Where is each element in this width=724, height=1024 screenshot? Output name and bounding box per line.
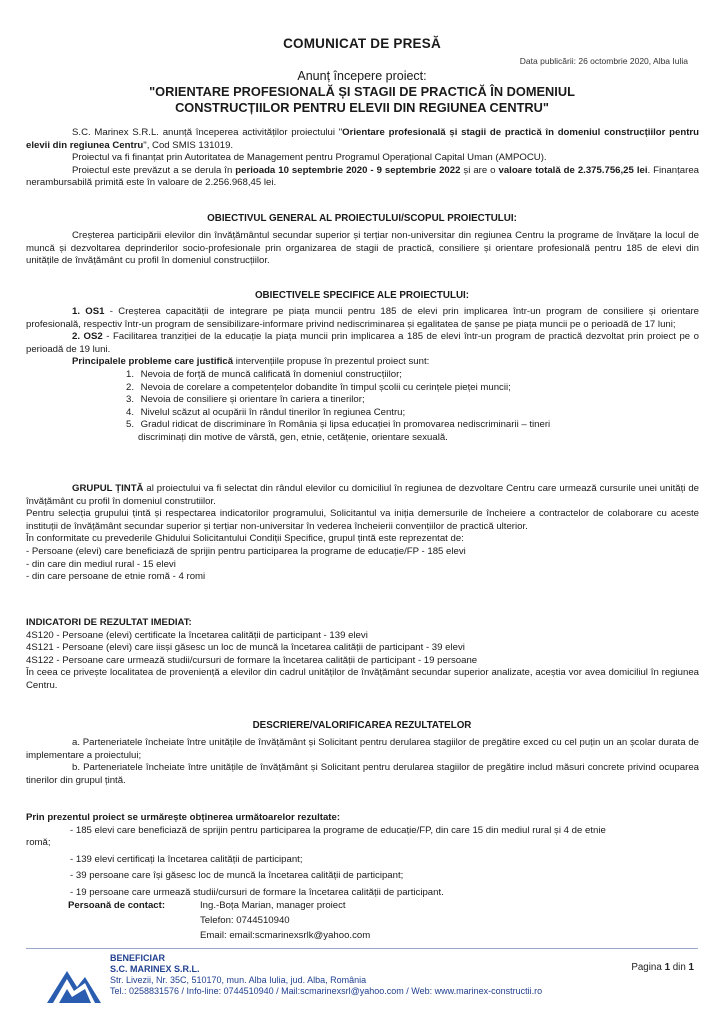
results-description-b: b. Parteneriatele încheiate între unitățile de învățământ și Solicitant pentru derularea stagiilor de pregătire includ măsuri concrete privind ocuparea tinerilor din grupul țintă. xyxy=(26,762,699,786)
os2-label: 2. OS2 xyxy=(72,331,103,343)
document-title: COMUNICAT DE PRESĂ xyxy=(283,36,441,51)
logo-graphic xyxy=(45,957,103,1005)
page-mid: din xyxy=(670,962,689,973)
publication-date: Data publicării: 26 octombrie 2020, Alba Iulia xyxy=(519,56,688,66)
os1-text: - Creșterea capacității de integrare pe piața muncii pentru 185 de elevi prin implicarea într-un program de consiliere și orientare profesională, respectiv într-un program de sensibilizare-informare privind nediscriminarea și egalitatea de șanse pe piața muncii pe o perioadă de 17 luni; xyxy=(26,306,699,330)
page-total: 1 xyxy=(688,962,694,973)
intro-text: S.C. Marinex S.R.L. anunță începerea activităților proiectului " xyxy=(72,127,343,138)
target-group-intro xyxy=(26,483,699,508)
list-text: Nevoia de corelare a competențelor dobandite în timpul școlii cu cerințele pieței muncii; xyxy=(140,381,511,393)
contact-label: Persoană de contact: xyxy=(68,900,166,911)
results-heading-text: Prin prezentul proiect se urmărește obținerea următoarelor rezultate: xyxy=(26,812,341,823)
contact-name: Ing.-Boța Marian, manager proiect xyxy=(200,900,346,911)
results-heading xyxy=(26,812,699,825)
target-group-label: GRUPUL ȚINTĂ xyxy=(72,483,144,494)
footer-address: Str. Livezii, Nr. 35C, 510170, mun. Alba Iulia, jud. Alba, România xyxy=(110,975,367,985)
indicator-item: 4S121 - Persoane (elevi) care iisși găsesc un loc de muncă la încetarea calității de participant - 39 elevi xyxy=(26,642,465,654)
list-item xyxy=(26,369,699,382)
general-objective-heading: OBIECTIVUL GENERAL AL PROIECTULUI/SCOPUL PROIECTULUI: xyxy=(207,213,517,224)
problems-list xyxy=(26,369,699,432)
footer-divider xyxy=(26,948,698,949)
general-objective-section xyxy=(26,230,699,268)
list-number: 1. xyxy=(126,368,135,380)
list-text: Nivelul scăzut al ocupării în rândul tinerilor în regiunea Centru; xyxy=(140,406,406,418)
target-group-item: - din care persoane de etnie romă - 4 romi xyxy=(26,571,206,583)
indicators-heading xyxy=(26,617,699,630)
page-current: 1 xyxy=(664,962,671,973)
list-item xyxy=(26,382,699,395)
indicators-note: În ceea ce privește localitatea de proveniență a elevilor din cadrul unităților de învățământ secundar superior analizate, aceștia vor avea domiciliul în regiunea Centru. xyxy=(26,667,699,691)
list-text: Nevoia de forță de muncă calificată în domeniul construcțiilor; xyxy=(140,368,402,380)
project-name-bold: Orientare profesională și stagii de practică în domeniul construcțiilor pentru elevii din regiunea Centru xyxy=(26,127,699,151)
target-group-item: - din care din mediul rural - 15 elevi xyxy=(26,558,176,570)
result-item: - 139 elevi certificați la încetarea calității de participant; xyxy=(70,853,303,865)
intro-smis: ", Cod SMIS 131019. xyxy=(143,139,234,151)
list-item xyxy=(26,419,699,432)
project-title-line-2: CONSTRUCȚIILOR PENTRU ELEVII DIN REGIUNEA CENTRU" xyxy=(175,100,549,115)
footer-beneficiar: BENEFICIAR xyxy=(110,953,166,963)
problems-intro-bold: Principalele probleme care justifică xyxy=(72,356,234,368)
list-text: Nevoia de consiliere și orientare în cariera a tinerilor; xyxy=(140,394,365,406)
problems-intro xyxy=(26,356,699,369)
contact-block xyxy=(68,898,370,943)
indicators-heading-text: INDICATORI DE REZULTAT IMEDIAT: xyxy=(26,617,192,628)
intro-connector: și are o xyxy=(460,164,499,176)
target-group-item: - Persoane (elevi) care beneficiază de sprijin pentru participarea la programe de educație/FP - 185 elevi xyxy=(26,545,466,557)
result-item: - 19 persoane care urmează studii/cursuri de formare la încetarea calității de participant. xyxy=(70,886,444,898)
page-prefix: Pagina xyxy=(631,962,665,973)
general-objective-text: Creșterea participării elevilor din învățământul secundar superior și terțiar non-universitar din regiunea Centru la programe de învățare la locul de muncă și dezvoltarea deprinderilor socio-profesionale prin organizarea de stagii de practică, consiliere și orientare profesională pentru 185 de elevi din unitățile de învățământ cu profil în domeniul construcțiilor. xyxy=(26,230,699,267)
footer-company-info xyxy=(110,953,542,997)
indicator-item: 4S120 - Persoane (elevi) certificate la încetarea calității de participant - 139 elevi xyxy=(26,629,368,641)
specific-objectives-section xyxy=(26,306,699,445)
list-item xyxy=(26,394,699,407)
objective-os2 xyxy=(26,331,699,356)
intro-paragraph-2: Proiectul va fi finanțat prin Autoritatea de Management pentru Programul Operațional Capital Uman (AMPOCU). xyxy=(72,152,547,164)
contact-email: Email: email:scmarinexsrlk@yahoo.com xyxy=(200,930,371,941)
intro-period-text: Proiectul este prevăzut a se derula în xyxy=(72,164,236,176)
problem-5-continuation: discriminați din motive de vârstă, gen, etnie, cetățenie, orientare sexuală. xyxy=(138,431,448,443)
results-section xyxy=(26,812,699,900)
list-number: 5. xyxy=(126,419,135,431)
results-description-heading: DESCRIERE/VALORIFICAREA REZULTATELOR xyxy=(252,720,472,731)
results-description-a: a. Parteneriatele încheiate între unitățile de învățământ și Solicitant pentru derularea stagiilor de pregătire exced cu cel puțin un an școlar durata de implementare a proiectului; xyxy=(26,737,699,761)
contact-phone: Telefon: 0744510940 xyxy=(200,915,290,926)
result-item-continuation: romă; xyxy=(26,837,51,849)
page-indicator xyxy=(631,962,694,973)
target-group-section xyxy=(26,483,699,584)
target-group-guide: În conformitate cu prevederile Ghidului Solicitantului Condiții Specifice, grupul țintă este reprezentat de: xyxy=(26,533,464,545)
list-number: 4. xyxy=(126,406,135,418)
announcement-line: Anunț începere proiect: xyxy=(297,69,427,83)
objective-os1 xyxy=(26,306,699,331)
total-value: valoare totală de 2.375.756,25 lei xyxy=(498,164,648,176)
os2-text: - Facilitarea tranziției de la educație la piața muncii prin implicarea a 185 de elevi într-un program de practică dezvoltat prin proiect pe o perioadă de 19 luni. xyxy=(26,331,699,355)
result-item: - 185 elevi care beneficiază de sprijin pentru participarea la programe de educație/FP, din care 15 din mediul rural și 4 de etnie xyxy=(70,824,606,836)
project-title-line-1: "ORIENTARE PROFESIONALĂ ȘI STAGII DE PRACTICĂ ÎN DOMENIUL xyxy=(149,84,575,99)
specific-objectives-heading: OBIECTIVELE SPECIFICE ALE PROIECTULUI: xyxy=(254,290,470,301)
intro-paragraph-3 xyxy=(26,165,699,190)
project-title xyxy=(60,84,664,116)
result-item: - 39 persoane care își găsesc loc de muncă la încetarea calității de participant; xyxy=(70,870,404,882)
target-group-text: al proiectului va fi selectat din rândul elevilor cu domiciliul în regiunea de dezvoltare Centru care urmează cursurile unei unități de învățământ cu profil în domeniul construtiilor. xyxy=(26,483,699,507)
list-text: Gradul ridicat de discriminare în România și lipsa educației în promovarea nediscriminarii – tineri xyxy=(140,419,551,431)
os1-label: 1. OS1 xyxy=(72,306,105,317)
marinex-mountain-logo-icon xyxy=(45,957,103,1005)
results-description-section xyxy=(26,737,699,787)
footer-contact: Tel.: 0258831576 / Info-line: 0744510940 / Mail:scmarinexsrl@yahoo.com / Web: www.marinex-constructii.ro xyxy=(110,986,543,996)
indicators-section xyxy=(26,617,699,693)
list-item xyxy=(26,407,699,420)
intro-section xyxy=(26,127,699,190)
project-period: perioada 10 septembrie 2020 - 9 septembrie 2022 xyxy=(235,164,461,176)
intro-paragraph-1 xyxy=(26,127,699,152)
list-number: 2. xyxy=(126,381,135,393)
indicator-item: 4S122 - Persoane care urmează studii/cursuri de formare la încetarea calității de participant - 19 persoane xyxy=(26,654,478,666)
problems-intro-rest: intervențiile propuse în prezentul proiect sunt: xyxy=(233,356,430,368)
footer-company: S.C. MARINEX S.R.L. xyxy=(110,964,200,974)
contact-name-row xyxy=(68,898,370,913)
list-number: 3. xyxy=(126,394,135,406)
funding-amount: . Finanțarea nerambursabilă primită este în valoare de 2.256.968,45 lei. xyxy=(26,164,699,189)
target-group-selection: Pentru selecția grupului țintă și respectarea indicatorilor programului, Solicitantul va iniția demersurile de încheiere a contractelor de colaborare cu aceste instituții de învățământ secundar superior și terțiar non-universitar în vederea încheierii convențiilor de practică ulterior. xyxy=(26,508,699,532)
